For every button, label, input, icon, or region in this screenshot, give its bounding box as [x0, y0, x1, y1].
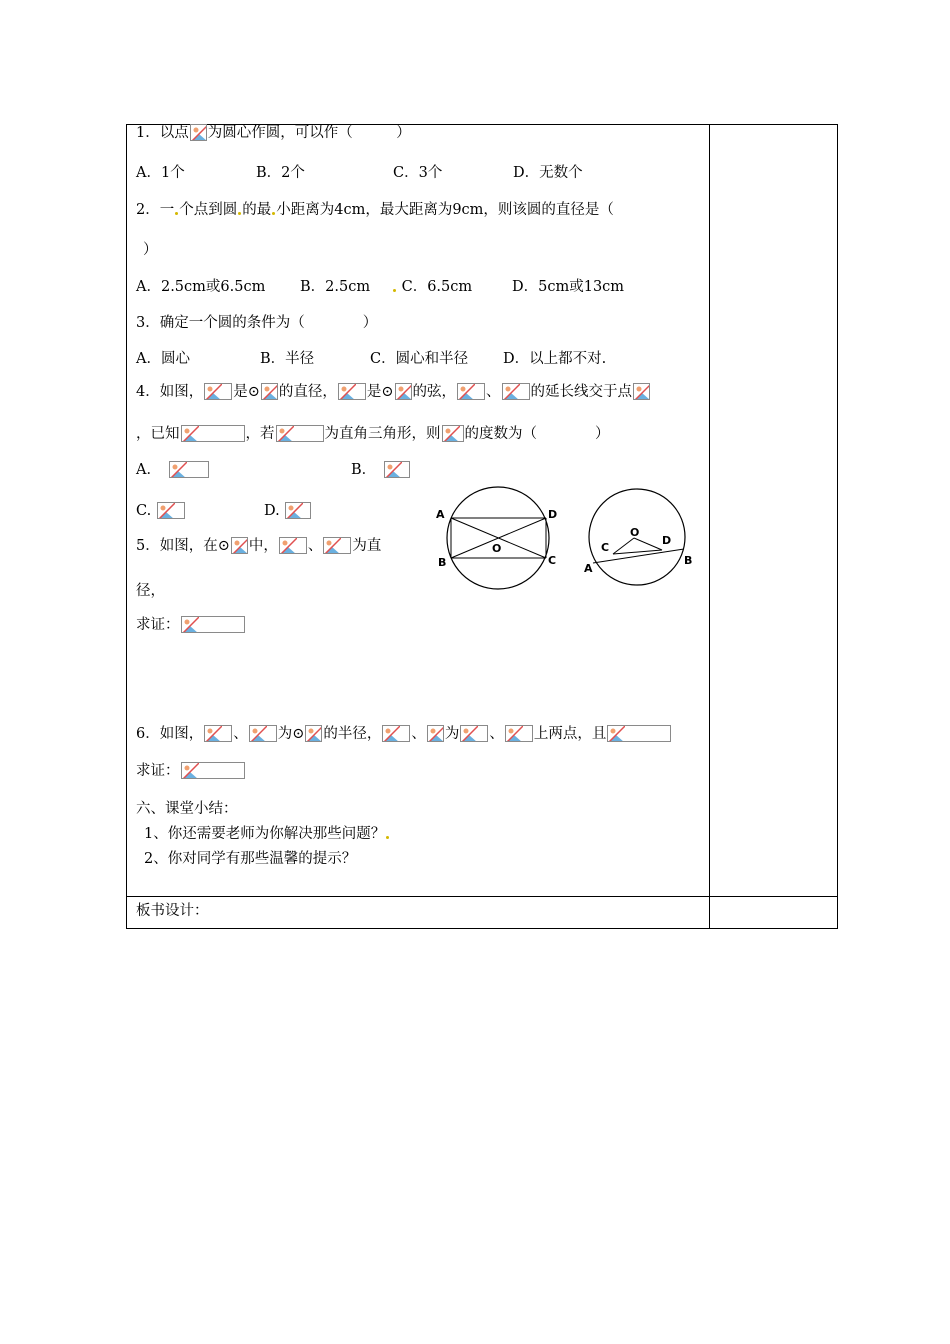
- column-divider: [709, 125, 710, 928]
- q4-opt-a: A．: [136, 461, 210, 479]
- summary-item-1: 1、你还需要老师为你解决那些问题？: [144, 825, 390, 843]
- fig1-label-c: C: [548, 554, 557, 567]
- broken-image-icon: [505, 725, 533, 742]
- broken-image-icon: [190, 124, 207, 141]
- fig2-label-o: O: [630, 526, 640, 539]
- q5-stem-cont: 径，: [136, 583, 165, 599]
- q2-opt-b: B．2.5cm: [300, 279, 371, 295]
- broken-image-icon: [305, 725, 322, 742]
- broken-image-icon: [231, 537, 248, 554]
- q6-prove: 求证：: [136, 762, 246, 780]
- q2-close-paren: ）: [143, 242, 158, 258]
- broken-image-icon: [261, 383, 278, 400]
- figure-chord-in-circle: [580, 488, 700, 588]
- marker-dot: [238, 212, 241, 215]
- q2-opt-a: A．2.5cm或6.5cm: [136, 279, 266, 295]
- q5-prove: 求证：: [136, 616, 246, 634]
- broken-image-icon: [204, 725, 232, 742]
- q4-stem-line1: 4．如图， 是⊙ 的直径， 是⊙ 的弦， 、 的延长线交于点: [136, 383, 651, 401]
- broken-image-icon: [276, 425, 324, 442]
- fig1-label-a: A: [436, 508, 445, 521]
- broken-image-icon: [382, 725, 410, 742]
- marker-dot: [386, 836, 389, 839]
- q3-opt-d: D．以上都不对.: [503, 351, 607, 367]
- broken-image-icon: [249, 725, 277, 742]
- broken-image-icon: [633, 383, 650, 400]
- broken-image-icon: [181, 762, 245, 779]
- fig1-label-d: D: [548, 508, 558, 521]
- broken-image-icon: [607, 725, 671, 742]
- broken-image-icon: [279, 537, 307, 554]
- broken-image-icon: [460, 725, 488, 742]
- q3-opt-c: C．圆心和半径: [370, 351, 469, 367]
- q4-opt-c: C.: [136, 502, 186, 520]
- q1-opt-c: C．3个: [393, 165, 443, 181]
- broken-image-icon: [427, 725, 444, 742]
- q3-opt-b: B．半径: [260, 351, 315, 367]
- q1-opt-d: D．无数个: [513, 165, 583, 181]
- q2-opt-c: C．6.5cm: [392, 278, 472, 296]
- broken-image-icon: [457, 383, 485, 400]
- figure-rectangle-in-circle: [434, 484, 574, 594]
- marker-dot: [393, 289, 396, 292]
- q4-opt-d: D.: [264, 502, 312, 520]
- broken-image-icon: [181, 425, 245, 442]
- q5-stem: 5．如图，在⊙ 中， 、 为直: [136, 538, 382, 554]
- broken-image-icon: [157, 502, 185, 519]
- broken-image-icon: [384, 461, 410, 478]
- broken-image-icon: [181, 616, 245, 633]
- broken-image-icon: [442, 425, 464, 442]
- fig2-label-a: A: [584, 562, 593, 575]
- broken-image-icon: [502, 383, 530, 400]
- q3-stem: 3．确定一个圆的条件为（ ）: [136, 315, 378, 331]
- fig1-label-o: O: [492, 542, 502, 555]
- q2-stem: 2．一 个点到圆 的最 小距离为4cm，最大距离为9cm，则该圆的直径是（: [136, 202, 614, 218]
- broken-image-icon: [323, 537, 351, 554]
- q2-opt-d: D．5cm或13cm: [512, 279, 625, 295]
- q4-stem-line2: ，已知 ，若 为直角三角形，则 的度数为（ ）: [136, 426, 610, 442]
- q1-stem: 1．以点 为圆心作圆，可以作（ ）: [136, 125, 411, 141]
- summary-title: 六、课堂小结：: [136, 801, 238, 817]
- summary-item-2: 2、你对同学有那些温馨的提示？: [144, 851, 357, 867]
- board-design-label: 板书设计：: [136, 903, 209, 919]
- broken-image-icon: [285, 502, 311, 519]
- marker-dot: [272, 212, 275, 215]
- q1-opt-b: B．2个: [256, 165, 305, 181]
- q1-opt-a: A．1个: [136, 165, 185, 181]
- broken-image-icon: [338, 383, 366, 400]
- broken-image-icon: [395, 383, 412, 400]
- row-divider: [127, 896, 837, 897]
- q3-opt-a: A．圆心: [136, 351, 190, 367]
- fig2-label-b: B: [684, 554, 693, 567]
- broken-image-icon: [204, 383, 232, 400]
- fig1-label-b: B: [438, 556, 447, 569]
- q6-stem: 6．如图， 、 为⊙ 的半径， 、 为 、 上两点，且: [136, 725, 672, 743]
- fig2-label-c: C: [601, 541, 610, 554]
- q4-opt-b: B．: [351, 461, 411, 479]
- fig2-label-d: D: [662, 534, 672, 547]
- broken-image-icon: [169, 461, 209, 478]
- marker-dot: [175, 212, 178, 215]
